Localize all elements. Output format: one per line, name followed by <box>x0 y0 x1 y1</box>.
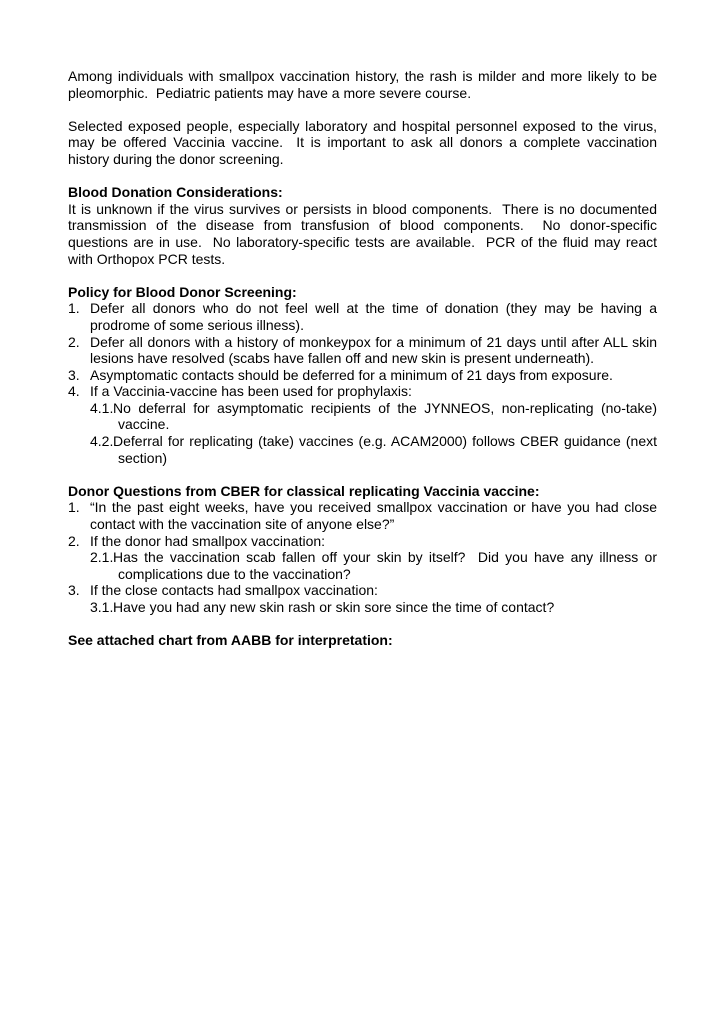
list-marker: 1. <box>68 300 80 317</box>
para-blood-donation-considerations: It is unknown if the virus survives or persists in blood components. There is no documented transmission of the disease from transfusion of blood components. No donor-specific questions are in use. No laboratory-specific tests are available. PCR of the fluid may react with Orthopox PCR tests. <box>68 200 661 267</box>
para-smallpox-history: Among individuals with smallpox vaccination history, the rash is milder and more likely to be pleomorphic. Pediatric patients may have a more severe course. <box>68 68 661 101</box>
document-body <box>68 68 661 649</box>
policy-list <box>68 300 661 466</box>
list-marker: 4.1. <box>90 399 114 416</box>
list-marker: 1. <box>68 499 80 516</box>
list-item-policy-3 <box>68 367 657 384</box>
list-item-policy-1 <box>68 300 661 333</box>
list-marker: 4.2. <box>90 433 114 450</box>
list-item-text: Defer all donors with a history of monkeypox for a minimum of 21 days until after ALL skin lesions have resolved (scabs have fallen off and new skin is present underneath). <box>90 333 661 367</box>
para-exposed-people: Selected exposed people, especially laboratory and hospital personnel exposed to the virus, may be offered Vaccinia vaccine. It is important to ask all donors a complete vaccination history during the donor screening. <box>68 117 661 167</box>
heading-blood-donation-considerations: Blood Donation Considerations: <box>68 184 283 201</box>
list-item-text: Defer all donors who do not feel well at the time of donation (they may be having a prodrome of some serious illness). <box>90 300 661 333</box>
donor-questions-list <box>68 499 661 615</box>
list-item-text: If the close contacts had smallpox vaccination: <box>90 582 378 599</box>
list-item-donor-2-1 <box>90 549 661 582</box>
list-marker: 2. <box>68 333 80 350</box>
heading-policy-blood-donor-screening: Policy for Blood Donor Screening: <box>68 283 297 300</box>
list-item-policy-4-2 <box>90 433 661 466</box>
list-item-policy-4-1 <box>90 399 661 433</box>
heading-donor-questions: Donor Questions from CBER for classical replicating Vaccinia vaccine: <box>68 482 540 499</box>
list-item-policy-2 <box>68 333 661 367</box>
list-item-text: Have you had any new skin rash or skin sore since the time of contact? <box>113 599 555 615</box>
list-item-donor-3 <box>68 582 657 599</box>
list-marker: 3. <box>68 582 80 599</box>
list-marker: 3. <box>68 366 80 383</box>
list-item-text: No deferral for asymptomatic recipients of the JYNNEOS, non-replicating (no-take) vaccine. <box>113 399 661 433</box>
list-marker: 2. <box>68 532 80 549</box>
list-item-text: If a Vaccinia-vaccine has been used for prophylaxis: <box>90 383 412 400</box>
list-item-text: Has the vaccination scab fallen off your skin by itself? Did you have any illness or complications due to the vaccination? <box>113 549 661 582</box>
list-marker: 2.1. <box>90 549 114 566</box>
list-marker: 4. <box>68 383 80 400</box>
list-item-text: If the donor had smallpox vaccination: <box>90 532 326 549</box>
list-marker: 3.1. <box>90 599 114 615</box>
list-item-text: “In the past eight weeks, have you received smallpox vaccination or have you had close contact with the vaccination site of anyone else?” <box>90 499 661 533</box>
list-item-donor-3-1 <box>90 599 657 616</box>
list-item-text: Deferral for replicating (take) vaccines (e.g. ACAM2000) follows CBER guidance (next section) <box>113 433 661 466</box>
heading-see-attached-chart: See attached chart from AABB for interpretation: <box>68 632 393 649</box>
list-item-donor-2 <box>68 533 657 550</box>
list-item-text: Asymptomatic contacts should be deferred for a minimum of 21 days from exposure. <box>90 366 613 383</box>
list-item-policy-4 <box>68 383 657 400</box>
list-item-donor-1 <box>68 499 661 533</box>
